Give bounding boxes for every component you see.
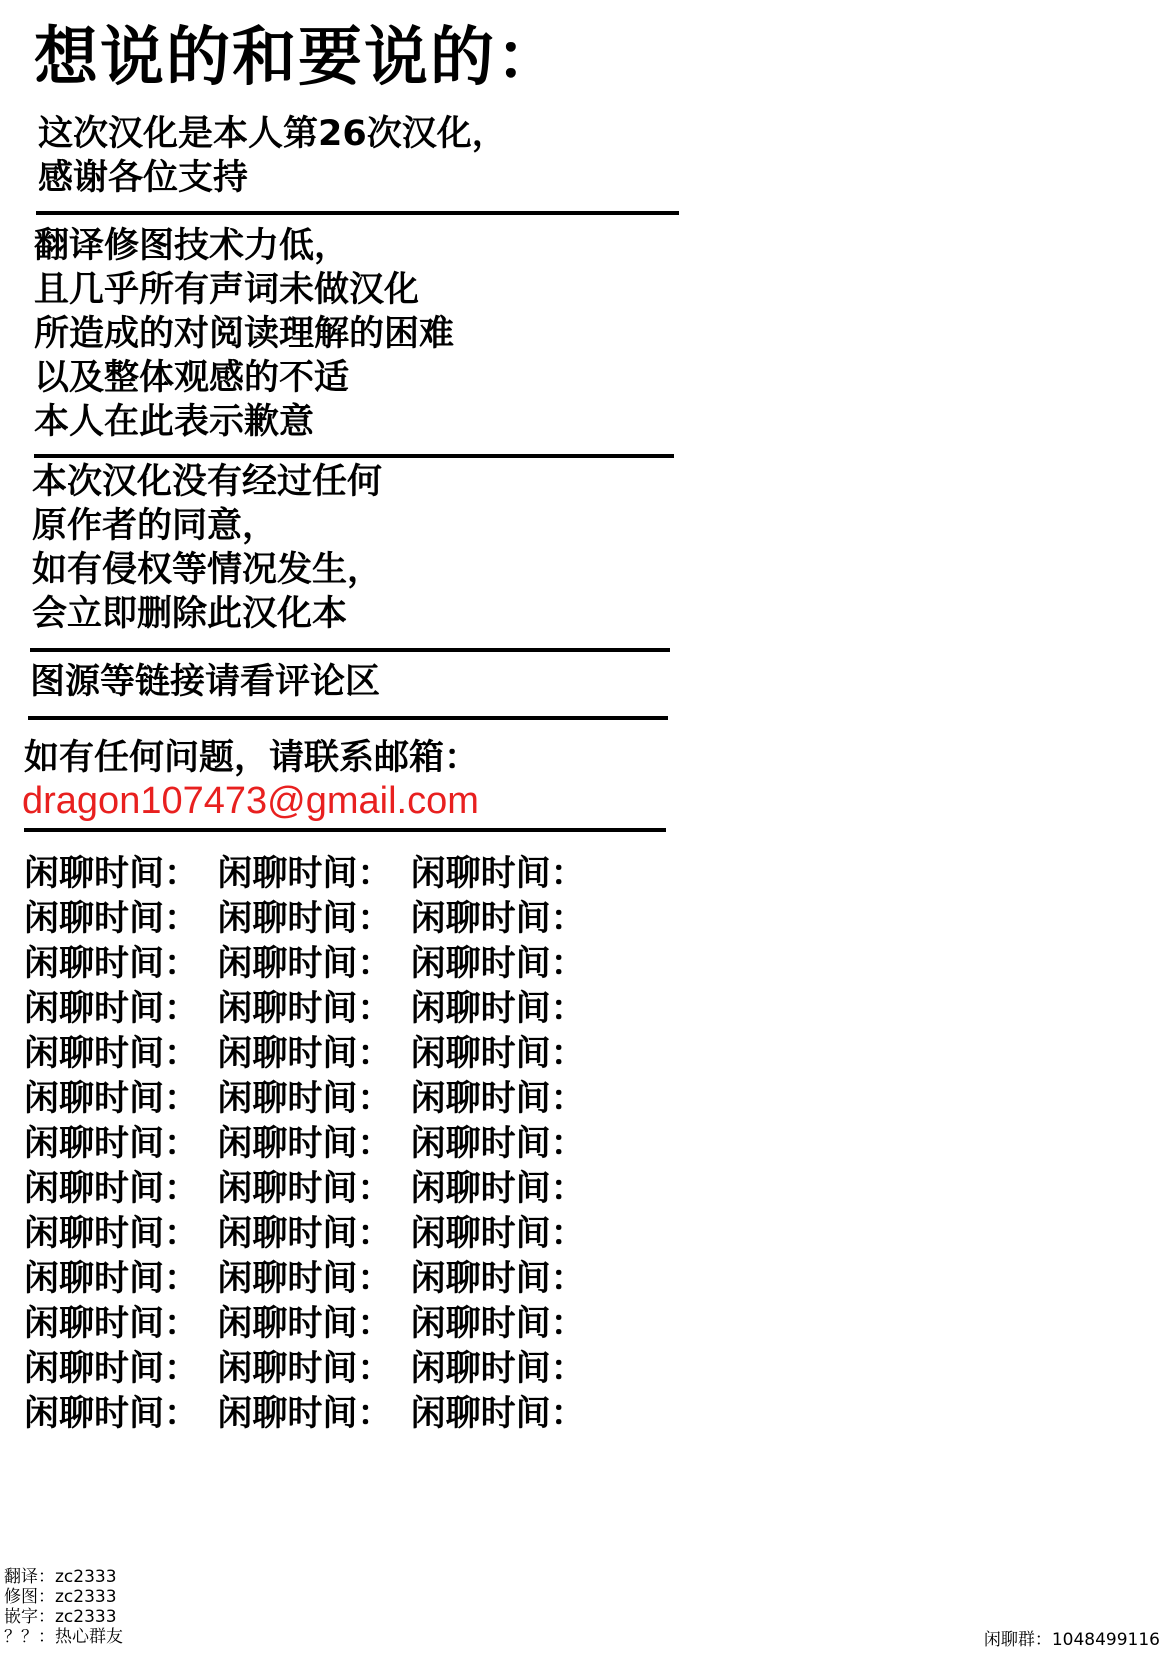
apology-section	[34, 224, 454, 444]
chat-row	[24, 897, 604, 942]
chat-cell: 闲聊时间：	[217, 1394, 393, 1434]
chat-row	[24, 1392, 604, 1437]
apology-line: 且几乎所有声词未做汉化	[34, 270, 420, 310]
source-section	[30, 660, 380, 704]
chat-time-grid	[24, 852, 604, 1437]
chat-cell: 闲聊时间：	[217, 944, 393, 984]
thanks-section	[38, 112, 507, 200]
chat-cell: 闲聊时间：	[217, 1034, 393, 1074]
thanks-line: 感谢各位支持	[38, 158, 249, 198]
divider	[24, 828, 666, 832]
chat-cell: 闲聊时间：	[24, 1079, 200, 1119]
apology-line: 所造成的对阅读理解的困难	[34, 314, 455, 354]
chat-cell: 闲聊时间：	[217, 1349, 393, 1389]
chat-cell: 闲聊时间：	[24, 854, 200, 894]
chat-cell: 闲聊时间：	[217, 1124, 393, 1164]
credit-translation: 翻译：zc2333	[4, 1567, 117, 1587]
chat-row	[24, 1257, 604, 1302]
divider	[36, 211, 679, 215]
apology-line: 以及整体观感的不适	[34, 358, 350, 398]
divider	[28, 716, 668, 720]
chat-cell: 闲聊时间：	[410, 1124, 586, 1164]
chat-cell: 闲聊时间：	[410, 854, 586, 894]
disclaimer-line: 会立即删除此汉化本	[32, 594, 348, 634]
chat-cell: 闲聊时间：	[217, 1169, 393, 1209]
chat-cell: 闲聊时间：	[410, 1304, 586, 1344]
chat-row	[24, 1167, 604, 1212]
divider	[34, 454, 674, 458]
chat-cell: 闲聊时间：	[410, 1169, 586, 1209]
chat-cell: 闲聊时间：	[24, 989, 200, 1029]
chat-cell: 闲聊时间：	[217, 1214, 393, 1254]
chat-cell: 闲聊时间：	[217, 1259, 393, 1299]
chat-cell: 闲聊时间：	[410, 1214, 586, 1254]
apology-line: 本人在此表示歉意	[34, 402, 315, 442]
chat-cell: 闲聊时间：	[410, 1079, 586, 1119]
chat-row	[24, 1122, 604, 1167]
contact-prompt: 如有任何问题，请联系邮箱：	[24, 738, 480, 778]
chat-cell: 闲聊时间：	[24, 1214, 200, 1254]
chat-cell: 闲聊时间：	[24, 1034, 200, 1074]
chat-cell: 闲聊时间：	[24, 944, 200, 984]
disclaimer-line: 原作者的同意，	[32, 506, 278, 546]
contact-email-link[interactable]: dragon107473@gmail.com	[22, 780, 479, 822]
apology-line: 翻译修图技术力低，	[34, 226, 350, 266]
chat-cell: 闲聊时间：	[217, 1304, 393, 1344]
credits	[4, 1567, 123, 1647]
page-title: 想说的和要说的：	[34, 21, 562, 95]
source-line: 图源等链接请看评论区	[30, 662, 381, 702]
chat-cell: 闲聊时间：	[410, 899, 586, 939]
chat-cell: 闲聊时间：	[24, 1124, 200, 1164]
chat-cell: 闲聊时间：	[24, 1349, 200, 1389]
disclaimer-line: 本次汉化没有经过任何	[32, 462, 383, 502]
chat-cell: 闲聊时间：	[217, 1079, 393, 1119]
thanks-line: 这次汉化是本人第26次汉化，	[38, 114, 507, 154]
chat-cell: 闲聊时间：	[24, 1169, 200, 1209]
chat-cell: 闲聊时间：	[410, 1259, 586, 1299]
chat-cell: 闲聊时间：	[24, 899, 200, 939]
chat-row	[24, 1212, 604, 1257]
chat-row	[24, 1077, 604, 1122]
chat-row	[24, 1302, 604, 1347]
chat-group-number: 闲聊群：1048499116	[983, 1630, 1160, 1650]
credit-editing: 修图：zc2333	[4, 1587, 117, 1607]
chat-cell: 闲聊时间：	[410, 1394, 586, 1434]
chat-cell: 闲聊时间：	[24, 1259, 200, 1299]
chat-row	[24, 942, 604, 987]
chat-row	[24, 852, 604, 897]
chat-cell: 闲聊时间：	[217, 854, 393, 894]
chat-cell: 闲聊时间：	[410, 944, 586, 984]
chat-row	[24, 1032, 604, 1077]
chat-cell: 闲聊时间：	[217, 899, 393, 939]
disclaimer-section	[32, 460, 382, 636]
disclaimer-line: 如有侵权等情况发生，	[32, 550, 383, 590]
chat-cell: 闲聊时间：	[24, 1394, 200, 1434]
credit-helpers: ？？：热心群友	[4, 1627, 123, 1647]
chat-cell: 闲聊时间：	[24, 1304, 200, 1344]
chat-cell: 闲聊时间：	[410, 1034, 586, 1074]
chat-row	[24, 987, 604, 1032]
credit-typesetting: 嵌字：zc2333	[4, 1607, 117, 1627]
chat-cell: 闲聊时间：	[217, 989, 393, 1029]
chat-cell: 闲聊时间：	[410, 989, 586, 1029]
chat-row	[24, 1347, 604, 1392]
chat-cell: 闲聊时间：	[410, 1349, 586, 1389]
divider	[30, 648, 670, 652]
